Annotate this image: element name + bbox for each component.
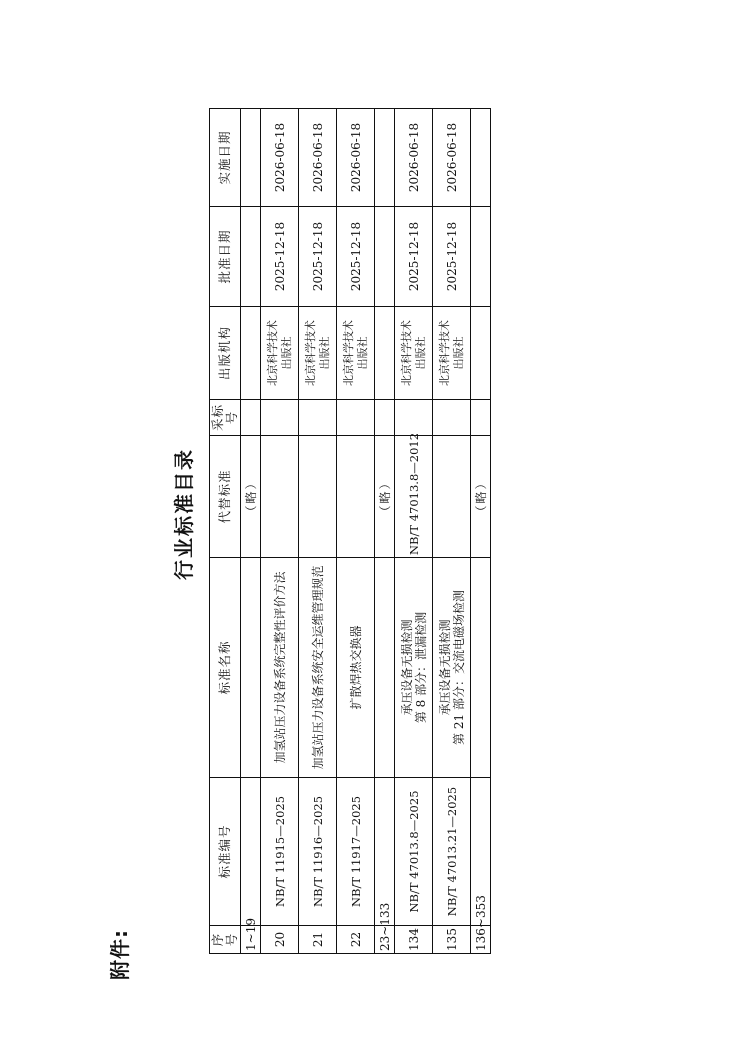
header-approved: 批准日期 xyxy=(210,207,241,307)
name-line: 第 8 部分：泄漏检测 xyxy=(413,611,428,724)
publisher-line: 北京科学技术 xyxy=(341,320,355,386)
cell-name xyxy=(299,558,337,778)
cell-publisher xyxy=(433,307,471,400)
cell-name xyxy=(395,558,433,778)
table-row xyxy=(299,109,337,954)
cell-publisher xyxy=(299,307,337,400)
cell-effective: 2026-06-18 xyxy=(395,109,433,207)
header-adopted: 采标号 xyxy=(210,400,241,436)
cell-replaces xyxy=(299,436,337,558)
name-line: 第 21 部分：交流电磁场检测 xyxy=(451,590,466,745)
cell-replaces xyxy=(337,436,375,558)
table-row xyxy=(261,109,299,954)
name-line: 加氢站压力设备系统安全运维管理规范 xyxy=(310,565,325,770)
cell-effective: 2026-06-18 xyxy=(337,109,375,207)
cell-name xyxy=(433,558,471,778)
cell-omitted: （略） xyxy=(241,436,261,558)
table-row xyxy=(395,109,433,954)
cell-omitted: （略） xyxy=(471,436,491,558)
publisher-line: 北京科学技术 xyxy=(265,320,279,386)
cell-effective: 2026-06-18 xyxy=(299,109,337,207)
cell-replaces: NB/T 47013.8—2012 xyxy=(395,436,433,558)
cell-publisher xyxy=(337,307,375,400)
page-title: 行业标准目录 xyxy=(172,448,196,580)
header-name: 标准名称 xyxy=(210,558,241,778)
table-header-row xyxy=(210,109,241,954)
cell-seq: 22 xyxy=(337,926,375,954)
cell-approved: 2025-12-18 xyxy=(337,207,375,307)
cell-seq: 1~19 xyxy=(241,926,261,954)
header-code: 标准编号 xyxy=(210,778,241,926)
publisher-line: 出版社 xyxy=(279,336,293,370)
publisher-line: 出版社 xyxy=(413,336,427,370)
table-row xyxy=(337,109,375,954)
cell-publisher xyxy=(395,307,433,400)
cell-adopted xyxy=(299,400,337,436)
cell-seq: 21 xyxy=(299,926,337,954)
header-replaces: 代替标准 xyxy=(210,436,241,558)
cell-code: NB/T 47013.8—2025 xyxy=(395,778,433,926)
cell-adopted xyxy=(261,400,299,436)
header-publisher: 出版机构 xyxy=(210,307,241,400)
table-row-omitted xyxy=(471,109,491,954)
standards-table-container xyxy=(209,109,488,954)
cell-name xyxy=(261,558,299,778)
attachment-label: 附件: xyxy=(108,929,132,980)
cell-code: NB/T 11917—2025 xyxy=(337,778,375,926)
header-effective: 实施日期 xyxy=(210,109,241,207)
cell-adopted xyxy=(433,400,471,436)
publisher-line: 北京科学技术 xyxy=(399,320,413,386)
cell-approved: 2025-12-18 xyxy=(261,207,299,307)
table-row-omitted xyxy=(241,109,261,954)
cell-code: NB/T 47013.21—2025 xyxy=(433,778,471,926)
publisher-line: 出版社 xyxy=(355,336,369,370)
cell-effective: 2026-06-18 xyxy=(433,109,471,207)
cell-seq: 135 xyxy=(433,926,471,954)
cell-effective: 2026-06-18 xyxy=(261,109,299,207)
cell-replaces xyxy=(261,436,299,558)
cell-name xyxy=(337,558,375,778)
cell-seq: 134 xyxy=(395,926,433,954)
name-line: 承压设备无损检测 xyxy=(399,619,414,716)
publisher-line: 北京科学技术 xyxy=(303,320,317,386)
standards-table xyxy=(209,108,491,954)
publisher-line: 出版社 xyxy=(317,336,331,370)
name-line: 承压设备无损检测 xyxy=(437,619,452,716)
table-row-omitted xyxy=(375,109,395,954)
cell-approved: 2025-12-18 xyxy=(433,207,471,307)
cell-publisher xyxy=(261,307,299,400)
cell-seq: 20 xyxy=(261,926,299,954)
cell-seq: 23~133 xyxy=(375,926,395,954)
cell-adopted xyxy=(337,400,375,436)
cell-adopted xyxy=(395,400,433,436)
publisher-line: 北京科学技术 xyxy=(437,320,451,386)
cell-seq: 136~353 xyxy=(471,926,491,954)
name-line: 扩散焊热交换器 xyxy=(348,625,363,710)
cell-code: NB/T 11915—2025 xyxy=(261,778,299,926)
name-line: 加氢站压力设备系统完整性评价方法 xyxy=(272,571,287,764)
header-seq: 序号 xyxy=(210,926,241,954)
cell-approved: 2025-12-18 xyxy=(395,207,433,307)
cell-omitted: （略） xyxy=(375,436,395,558)
table-row xyxy=(433,109,471,954)
publisher-line: 出版社 xyxy=(451,336,465,370)
cell-replaces xyxy=(433,436,471,558)
cell-code: NB/T 11916—2025 xyxy=(299,778,337,926)
cell-approved: 2025-12-18 xyxy=(299,207,337,307)
